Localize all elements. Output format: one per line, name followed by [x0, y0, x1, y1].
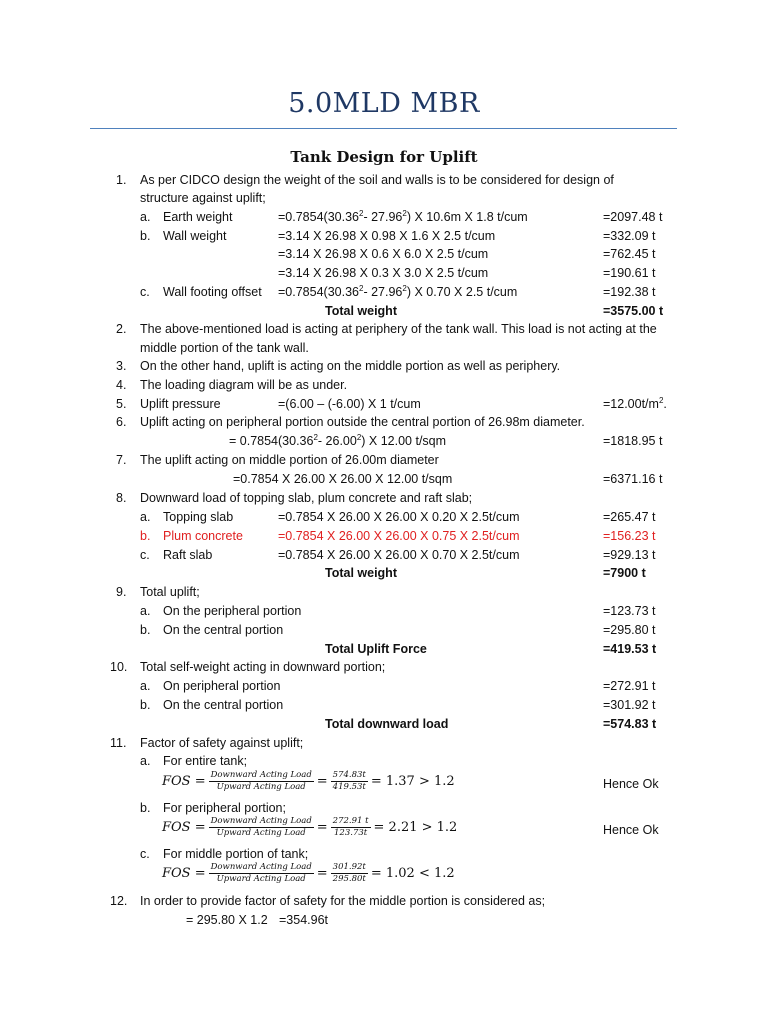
- sub-marker: c.: [140, 285, 150, 299]
- item-text: structure against uplift;: [140, 191, 266, 205]
- check-note: Hence Ok: [603, 823, 659, 837]
- row-value: =301.92 t: [603, 698, 656, 712]
- row-value: =2097.48 t: [603, 210, 663, 224]
- row-label: Earth weight: [163, 210, 233, 224]
- sub-marker: a.: [140, 510, 151, 524]
- item-number: 6.: [116, 415, 127, 429]
- sub-marker: b.: [140, 698, 151, 712]
- item-text: Total uplift;: [140, 585, 200, 599]
- item-number: 5.: [116, 397, 127, 411]
- sub-marker: a.: [140, 679, 151, 693]
- section-heading: Tank Design for Uplift: [290, 148, 478, 166]
- row-formula: = 295.80 X 1.2: [186, 913, 268, 927]
- sub-marker: b.: [140, 229, 151, 243]
- item-text: Downward load of topping slab, plum concrete and raft slab;: [140, 491, 473, 505]
- row-value: =272.91 t: [603, 679, 656, 693]
- item-number: 7.: [116, 453, 127, 467]
- row-formula: =(6.00 – (-6.00) X 1 t/cum: [278, 397, 421, 411]
- row-label: For entire tank;: [163, 754, 248, 768]
- row-label: On the peripheral portion: [163, 604, 302, 618]
- item-text: On the other hand, uplift is acting on the middle portion as well as periphery.: [140, 359, 561, 373]
- row-value: =762.45 t: [603, 247, 656, 261]
- total-label: Total weight: [325, 304, 397, 318]
- item-text: The uplift acting on middle portion of 26.00m diameter: [140, 453, 439, 467]
- document-title: 5.0MLD MBR: [288, 88, 480, 119]
- item-text: The loading diagram will be as under.: [140, 378, 348, 392]
- item-number: 1.: [116, 173, 127, 187]
- row-value: =265.47 t: [603, 510, 656, 524]
- row-formula: =0.7854 X 26.00 X 26.00 X 12.00 t/sqm: [233, 472, 453, 486]
- item-text: As per CIDCO design the weight of the soil and walls is to be considered for design of: [140, 173, 614, 187]
- item-number: 8.: [116, 491, 127, 505]
- row-label: Wall weight: [163, 229, 227, 243]
- item-text: Total self-weight acting in downward portion;: [140, 660, 386, 674]
- item-number: 9.: [116, 585, 127, 599]
- row-value: =354.96t: [279, 913, 329, 927]
- fos-formula-middle: FOS = $\frac{\text{Downward Acting Load}}{\text{Upward Acting Load}}$ = $\frac{301.92t}{295.80t}$ = 1.02 < 1.2: [162, 862, 455, 884]
- total-value: =3575.00 t: [603, 304, 664, 318]
- row-value: =192.38 t: [603, 285, 656, 299]
- row-formula: =3.14 X 26.98 X 0.98 X 1.6 X 2.5 t/cum: [278, 229, 496, 243]
- row-formula: =0.7854 X 26.00 X 26.00 X 0.75 X 2.5t/cum: [278, 529, 520, 543]
- total-label: Total downward load: [325, 717, 449, 731]
- sub-marker: b.: [140, 529, 151, 543]
- row-value: =6371.16 t: [603, 472, 663, 486]
- sub-marker: c.: [140, 847, 150, 861]
- row-formula: =3.14 X 26.98 X 0.6 X 6.0 X 2.5 t/cum: [278, 247, 489, 261]
- fos-formula-entire: FOS = $\frac{\text{Downward Acting Load}}{\text{Upward Acting Load}}$ = $\frac{574.83t}{419.53t}$ = 1.37 > 1.2: [162, 770, 455, 792]
- sub-marker: a.: [140, 210, 151, 224]
- row-label: For peripheral portion;: [163, 801, 286, 815]
- row-value: =190.61 t: [603, 266, 656, 280]
- row-value: =332.09 t: [603, 229, 656, 243]
- item-text: In order to provide factor of safety for the middle portion is considered as;: [140, 894, 546, 908]
- total-value: =7900 t: [603, 566, 646, 580]
- row-value: =295.80 t: [603, 623, 656, 637]
- row-label: Raft slab: [163, 548, 213, 562]
- sub-marker: c.: [140, 548, 150, 562]
- row-value: =123.73 t: [603, 604, 656, 618]
- sub-marker: b.: [140, 801, 151, 815]
- sub-marker: b.: [140, 623, 151, 637]
- row-value: $=12.00t/m^2$.: [603, 396, 667, 411]
- item-text: Factor of safety against uplift;: [140, 736, 304, 750]
- item-number: 4.: [116, 378, 127, 392]
- row-label: On peripheral portion: [163, 679, 281, 693]
- item-text: The above-mentioned load is acting at periphery of the tank wall. This load is not acting at the: [140, 322, 657, 336]
- row-label: Topping slab: [163, 510, 234, 524]
- item-number: 3.: [116, 359, 127, 373]
- item-text: middle portion of the tank wall.: [140, 341, 309, 355]
- row-formula: $=0.7854(30.36^2-$ 27.96$^2$) X 10.6m X 1.8 t/cum: [278, 209, 528, 224]
- row-label: On the central portion: [163, 698, 284, 712]
- row-value: =1818.95 t: [603, 434, 663, 448]
- item-number: 11.: [110, 736, 127, 750]
- row-value: =929.13 t: [603, 548, 656, 562]
- sub-marker: a.: [140, 604, 151, 618]
- title-divider: [90, 128, 677, 129]
- row-label: On the central portion: [163, 623, 284, 637]
- row-formula: =0.7854 X 26.00 X 26.00 X 0.20 X 2.5t/cum: [278, 510, 520, 524]
- row-formula: = $0.7854(30.36^2-$ 26.00$^2$) X 12.00 t/sqm: [229, 433, 447, 448]
- row-formula: $=0.7854(30.36^2-$ 27.96$^2$) X 0.70 X 2.5 t/cum: [278, 284, 518, 299]
- item-text: Uplift acting on peripheral portion outside the central portion of 26.98m diameter.: [140, 415, 585, 429]
- row-label: For middle portion of tank;: [163, 847, 309, 861]
- row-label: Wall footing offset: [163, 285, 262, 299]
- row-label: Plum concrete: [163, 529, 243, 543]
- row-value: =156.23 t: [603, 529, 656, 543]
- check-note: Hence Ok: [603, 777, 659, 791]
- row-formula: =0.7854 X 26.00 X 26.00 X 0.70 X 2.5t/cum: [278, 548, 520, 562]
- item-number: 12.: [110, 894, 128, 908]
- total-value: =419.53 t: [603, 642, 657, 656]
- item-number: 10.: [110, 660, 128, 674]
- item-number: 2.: [116, 322, 127, 336]
- row-formula: =3.14 X 26.98 X 0.3 X 3.0 X 2.5 t/cum: [278, 266, 489, 280]
- total-value: =574.83 t: [603, 717, 657, 731]
- total-label: Total Uplift Force: [325, 642, 427, 656]
- sub-marker: a.: [140, 754, 151, 768]
- total-label: Total weight: [325, 566, 397, 580]
- row-label: Uplift pressure: [140, 397, 221, 411]
- fos-formula-peripheral: FOS = $\frac{\text{Downward Acting Load}}{\text{Upward Acting Load}}$ = $\frac{272.91 t}{123.73t}$ = 2.21 > 1.2: [162, 816, 458, 838]
